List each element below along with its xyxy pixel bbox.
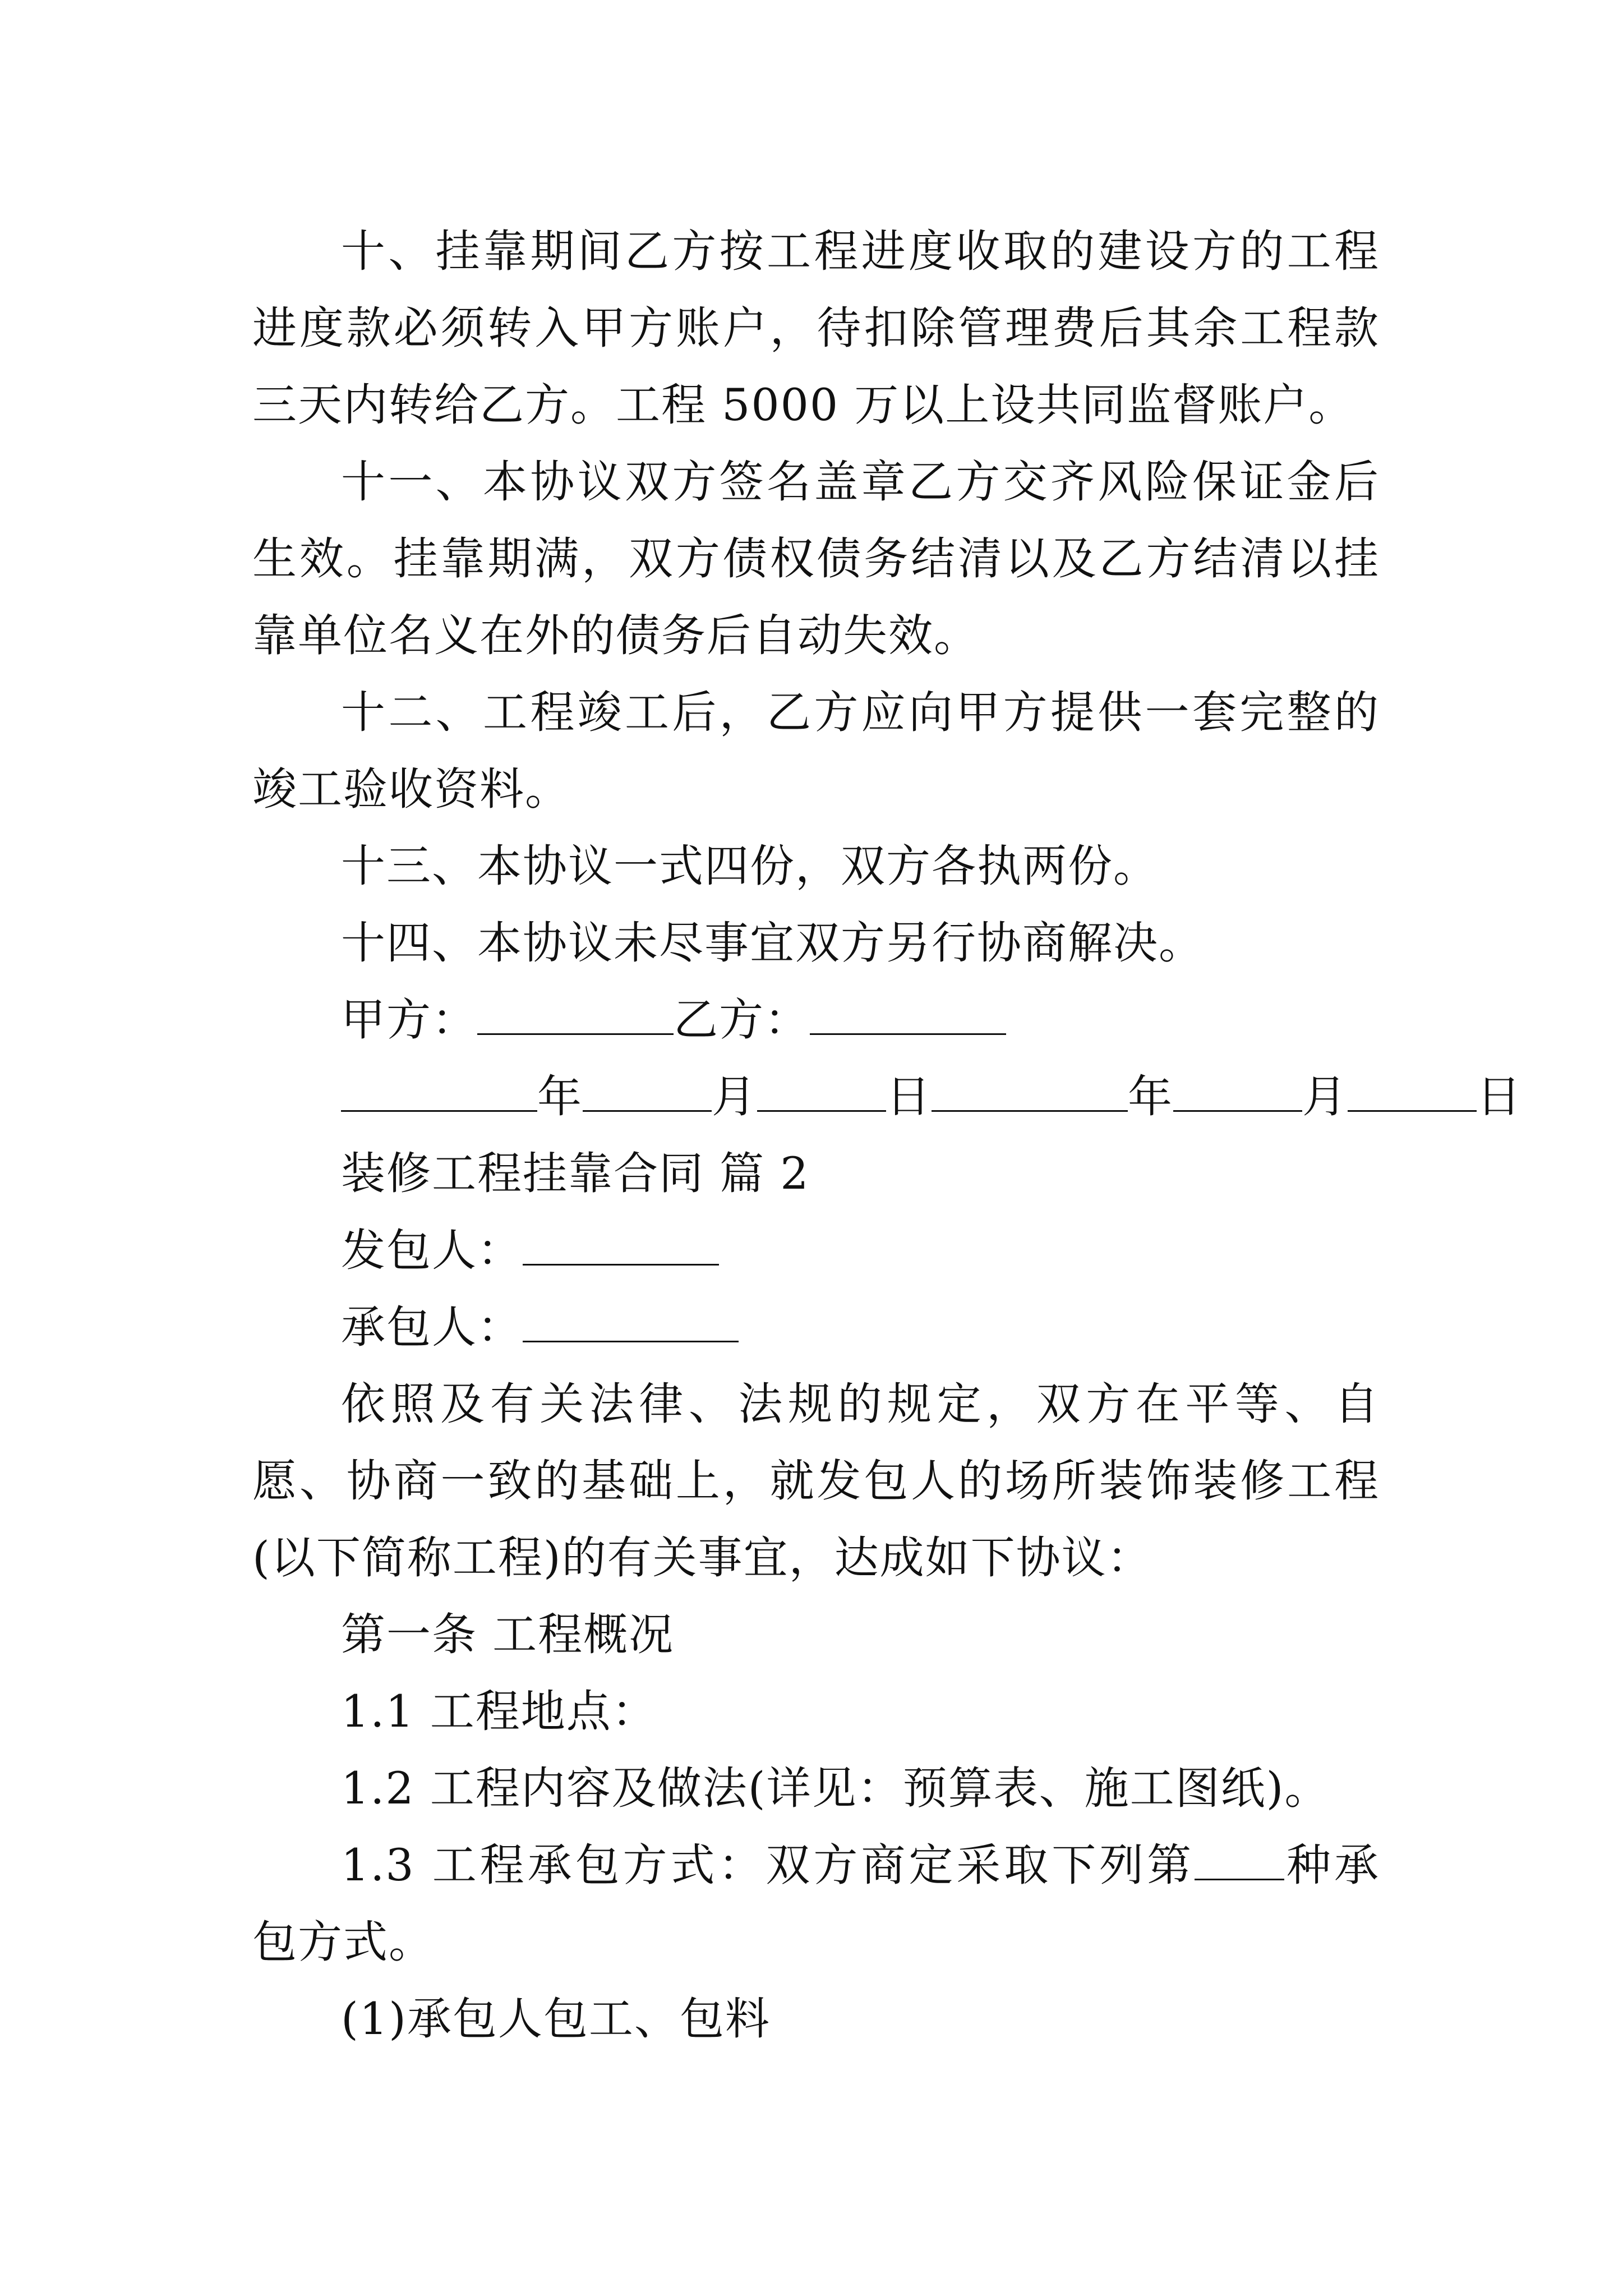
date-b-day-blank (1348, 1071, 1477, 1112)
date-a-month-blank (583, 1071, 712, 1112)
clause-12: 十二、工程竣工后，乙方应向甲方提供一套完整的竣工验收资料。 (252, 687, 1380, 815)
item-1-2: 1.2 工程内容及做法(详见：预算表、施工图纸)。 (341, 1763, 1330, 1814)
signature-parties-line (252, 982, 1380, 1059)
item-1-3-blank (1195, 1839, 1284, 1880)
document-body (252, 213, 1522, 2058)
signature-date-line (252, 1059, 1522, 1135)
date-a-year: 年 (537, 1071, 583, 1122)
contractor-label: 承包人： (341, 1301, 523, 1353)
item-1-1: 1.1 工程地点： (341, 1686, 657, 1737)
date-a-year-blank (341, 1071, 537, 1112)
employer-blank (523, 1225, 719, 1266)
employer-label: 发包人： (341, 1225, 523, 1276)
party-a-label: 甲方： (341, 994, 477, 1046)
section-title: 装修工程挂靠合同 篇 2 (341, 1148, 810, 1199)
date-b-month-blank (1173, 1071, 1302, 1112)
date-b-day: 日 (1477, 1071, 1522, 1122)
date-b-year: 年 (1128, 1071, 1173, 1122)
clause-14: 十四、本协议未尽事宜双方另行协商解决。 (341, 917, 1204, 969)
contract-intro: 依照及有关法律、法规的规定，双方在平等、自愿、协商一致的基础上，就发包人的场所装饰装修工程(以下简称工程)的有关事宜，达成如下协议： (252, 1378, 1380, 1584)
date-a-day: 日 (886, 1071, 932, 1122)
clause-11: 十一、本协议双方签名盖章乙方交齐风险保证金后生效。挂靠期满，双方债权债务结清以及乙方结清以挂靠单位名义在外的债务后自动失效。 (252, 456, 1380, 661)
date-a-month: 月 (712, 1071, 757, 1122)
item-1-3 (252, 1827, 1380, 1981)
item-1-3-post: 种承包方式。 (252, 1839, 1380, 1968)
article-1-title: 第一条 工程概况 (341, 1609, 675, 1660)
party-a-blank (477, 994, 674, 1035)
option-1: (1)承包人包工、包料 (341, 1993, 771, 2045)
contractor-blank (523, 1301, 739, 1342)
clause-13: 十三、本协议一式四份，双方各执两份。 (341, 840, 1159, 892)
contractor-line (252, 1289, 1380, 1366)
clause-10: 十、挂靠期间乙方按工程进度收取的建设方的工程进度款必须转入甲方账户，待扣除管理费后其余工程款三天内转给乙方。工程 5000 万以上设共同监督账户。 (252, 226, 1380, 431)
date-a-day-blank (757, 1071, 886, 1112)
party-b-label: 乙方： (674, 994, 810, 1046)
date-b-month: 月 (1302, 1071, 1348, 1122)
party-b-blank (810, 994, 1006, 1035)
date-b-year-blank (932, 1071, 1128, 1112)
item-1-3-pre: 1.3 工程承包方式：双方商定采取下列第 (341, 1839, 1195, 1891)
employer-line (252, 1212, 1380, 1289)
